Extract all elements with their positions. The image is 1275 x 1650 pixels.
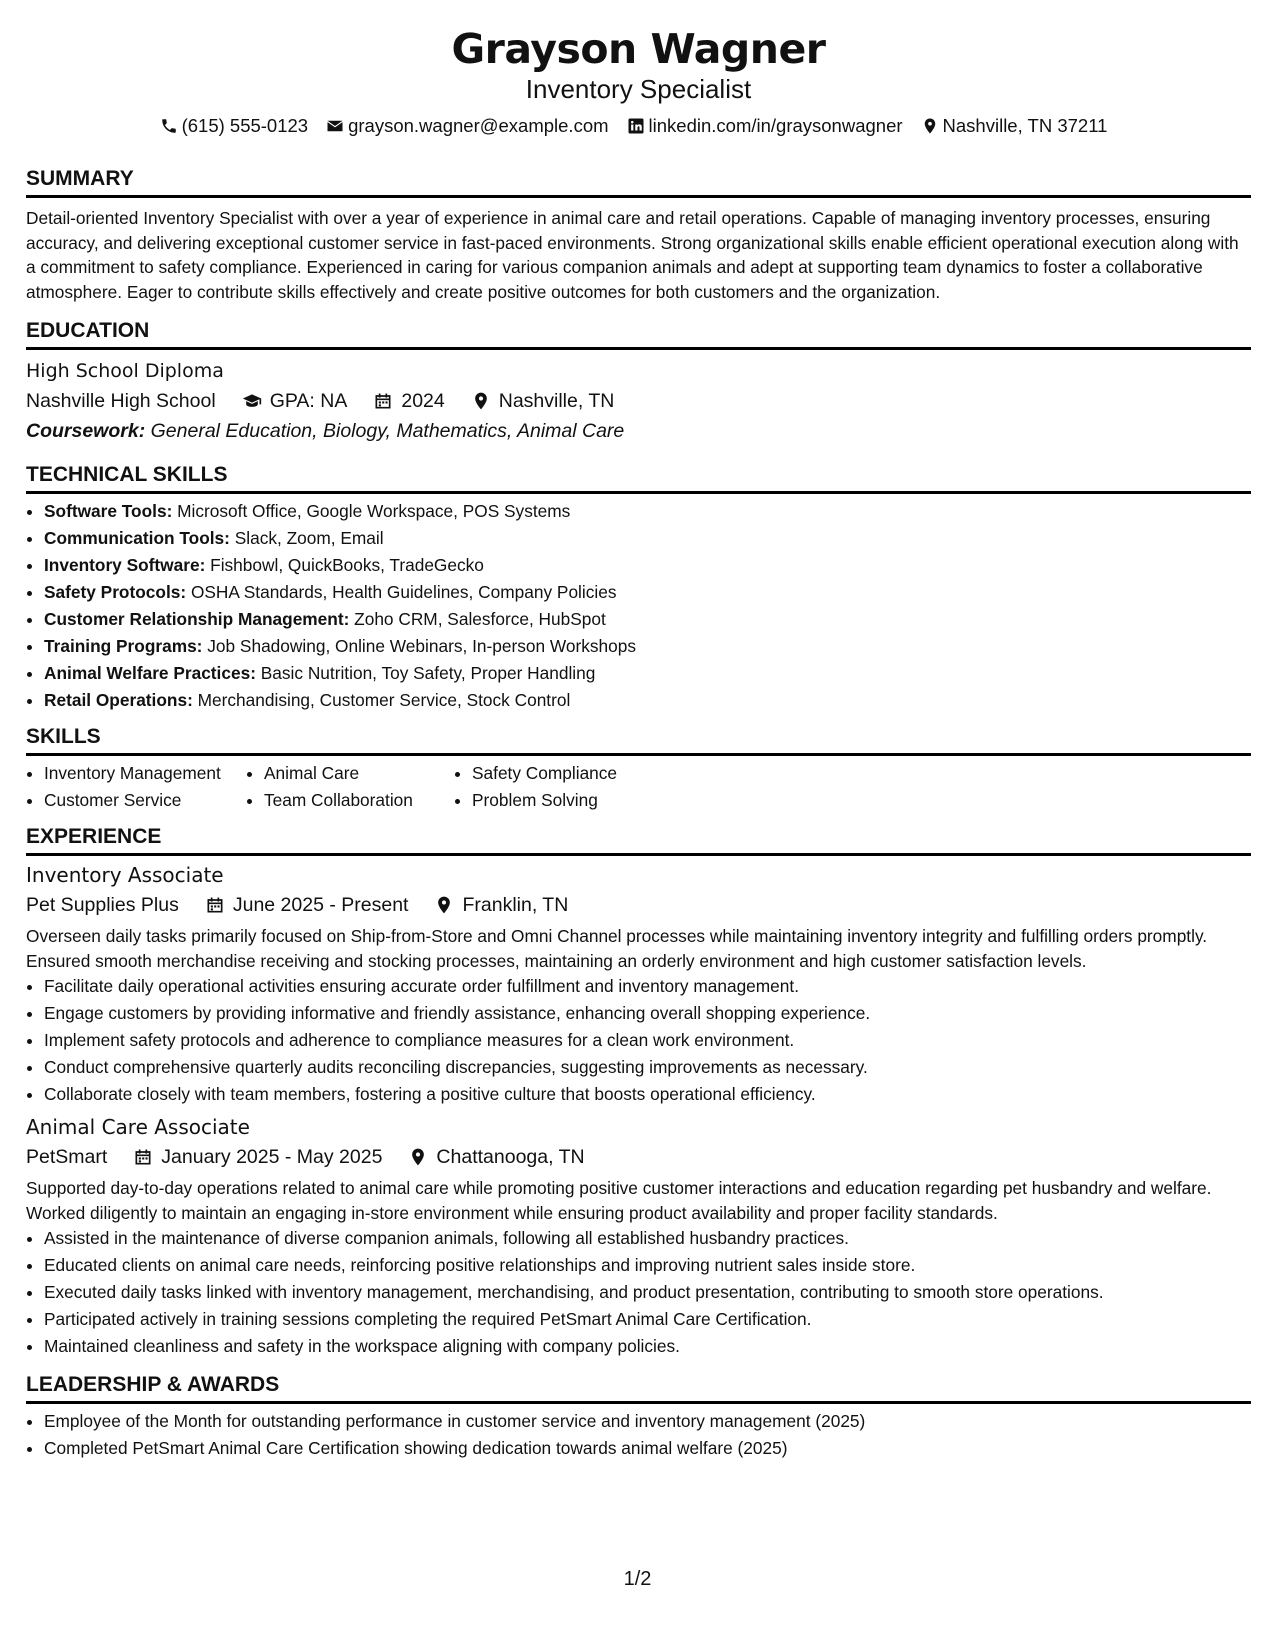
job-dates: January 2025 - May 2025 — [161, 1146, 383, 1168]
list-item: • Facilitate daily operational activities ensuring accurate order fulfillment and inventory management. — [44, 973, 1251, 1000]
map-pin-icon — [434, 895, 454, 915]
job-dates: June 2025 - Present — [232, 894, 409, 916]
map-pin-icon — [408, 1147, 428, 1167]
list-item: • Customer Relationship Management: Zoho CRM, Salesforce, HubSpot — [44, 606, 1251, 633]
job-meta — [26, 1142, 1251, 1172]
list-item: • Animal Care — [264, 760, 472, 787]
list-item: • Safety Protocols: OSHA Standards, Health Guidelines, Company Policies — [44, 579, 1251, 606]
job-summary: Overseen daily tasks primarily focused on Ship-from-Store and Omni Channel processes while maintaining inventory integrity and fulfilling orders promptly. Ensured smooth merchandise receiving and stocking processes, maintaining an orderly environment and high customer satisfaction levels. — [26, 926, 1208, 971]
list-item: • Animal Welfare Practices: Basic Nutrition, Toy Safety, Proper Handling — [44, 660, 1251, 687]
candidate-name: Grayson Wagner — [451, 25, 826, 73]
list-item: • Retail Operations: Merchandising, Customer Service, Stock Control — [44, 687, 1251, 714]
list-item: • Team Collaboration — [264, 787, 472, 814]
list-item: • Maintained cleanliness and safety in the workspace aligning with company policies. — [44, 1333, 1251, 1360]
technical-skills-heading: TECHNICAL SKILLS — [26, 462, 1251, 494]
list-item: • Inventory Software: Fishbowl, QuickBooks, TradeGecko — [44, 552, 1251, 579]
list-item: • Assisted in the maintenance of diverse companion animals, following all established husbandry practices. — [44, 1225, 1251, 1252]
calendar-icon — [133, 1147, 153, 1167]
location-text: Nashville, TN 37211 — [942, 115, 1108, 136]
leadership-list — [26, 1408, 1251, 1462]
company-name: PetSmart — [26, 1146, 108, 1168]
job-entry — [26, 1112, 1251, 1360]
education-heading: EDUCATION — [26, 318, 1251, 350]
list-item: • Problem Solving — [472, 787, 692, 814]
job-title: Animal Care Associate — [26, 1115, 250, 1139]
map-pin-icon — [471, 391, 491, 411]
school-location: Nashville, TN — [498, 390, 615, 412]
list-item: • Employee of the Month for outstanding performance in customer service and inventory management (2025) — [44, 1408, 1251, 1435]
resume-page — [26, 0, 1251, 1462]
skills-list — [26, 760, 1251, 814]
list-item: • Customer Service — [44, 787, 264, 814]
list-item: • Communication Tools: Slack, Zoom, Email — [44, 525, 1251, 552]
list-item: • Completed PetSmart Animal Care Certification showing dedication towards animal welfare (2025) — [44, 1435, 1251, 1462]
contact-bar — [26, 114, 1251, 138]
job-bullets — [26, 1225, 1251, 1360]
list-item: • Engage customers by providing informative and friendly assistance, enhancing overall shopping experience. — [44, 1000, 1251, 1027]
list-item: • Safety Compliance — [472, 760, 692, 787]
job-meta — [26, 890, 1251, 920]
graduation-cap-icon — [242, 391, 262, 411]
map-pin-icon — [921, 117, 939, 135]
linkedin-text: linkedin.com/in/graysonwagner — [648, 115, 903, 136]
graduation-year: 2024 — [401, 390, 445, 412]
contact-location — [921, 114, 1108, 138]
list-item: • Software Tools: Microsoft Office, Google Workspace, POS Systems — [44, 498, 1251, 525]
technical-skills-list — [26, 498, 1251, 714]
job-title: Inventory Associate — [26, 863, 224, 887]
list-item: • Training Programs: Job Shadowing, Online Webinars, In-person Workshops — [44, 633, 1251, 660]
phone-icon — [160, 117, 178, 135]
skills-heading: SKILLS — [26, 724, 1251, 756]
list-item: • Implement safety protocols and adherence to compliance measures for a clean work environment. — [44, 1027, 1251, 1054]
coursework-text: General Education, Biology, Mathematics, Animal Care — [150, 420, 625, 442]
job-summary: Supported day-to-day operations related to animal care while promoting positive customer interactions and education regarding pet husbandry and welfare. Worked diligently to maintain an engaging in-store environment while ensuring product availability and proper facility standards. — [26, 1178, 1212, 1223]
company-name: Pet Supplies Plus — [26, 894, 179, 916]
list-item: • Inventory Management — [44, 760, 264, 787]
job-bullets — [26, 973, 1251, 1108]
list-item: • Collaborate closely with team members, fostering a positive culture that boosts operational efficiency. — [44, 1081, 1251, 1108]
leadership-heading: LEADERSHIP & AWARDS — [26, 1372, 1251, 1404]
calendar-icon — [373, 391, 393, 411]
email-text: grayson.wagner@example.com — [348, 115, 609, 136]
degree-title: High School Diploma — [26, 360, 224, 382]
contact-phone[interactable] — [160, 114, 309, 138]
gpa-text: GPA: NA — [269, 390, 348, 412]
linkedin-icon — [627, 117, 645, 135]
coursework-line — [26, 416, 1251, 446]
contact-linkedin[interactable] — [627, 114, 903, 138]
calendar-icon — [205, 895, 225, 915]
envelope-icon — [326, 117, 344, 135]
coursework-label: Coursework: — [26, 420, 146, 442]
summary-heading: SUMMARY — [26, 166, 1251, 198]
experience-heading: EXPERIENCE — [26, 824, 1251, 856]
summary-text: Detail-oriented Inventory Specialist with over a year of experience in animal care and retail operations. Capable of managing inventory processes, ensuring accuracy, and delivering exceptional customer service in fast-paced environments. Strong organizational skills enable efficient operational execution along with a commitment to safety compliance. Experienced in caring for various companion animals and adept at supporting team dynamics to foster a collaborative atmosphere. Eager to contribute skills effectively and create positive outcomes for both customers and the organization. — [26, 208, 1239, 302]
contact-email[interactable] — [326, 114, 608, 138]
school-name: Nashville High School — [26, 390, 216, 412]
job-location: Franklin, TN — [462, 894, 569, 916]
candidate-title: Inventory Specialist — [525, 74, 752, 104]
list-item: • Educated clients on animal care needs, reinforcing positive relationships and improving nutrient sales inside store. — [44, 1252, 1251, 1279]
page-number: 1/2 — [623, 1568, 652, 1590]
education-meta — [26, 386, 1251, 416]
list-item: • Conduct comprehensive quarterly audits reconciling discrepancies, suggesting improvements as necessary. — [44, 1054, 1251, 1081]
job-location: Chattanooga, TN — [436, 1146, 585, 1168]
phone-text: (615) 555-0123 — [181, 115, 309, 136]
list-item: • Executed daily tasks linked with inventory management, merchandising, and product presentation, contributing to smooth store operations. — [44, 1279, 1251, 1306]
list-item: • Participated actively in training sessions completing the required PetSmart Animal Care Certification. — [44, 1306, 1251, 1333]
job-entry — [26, 860, 1251, 1108]
